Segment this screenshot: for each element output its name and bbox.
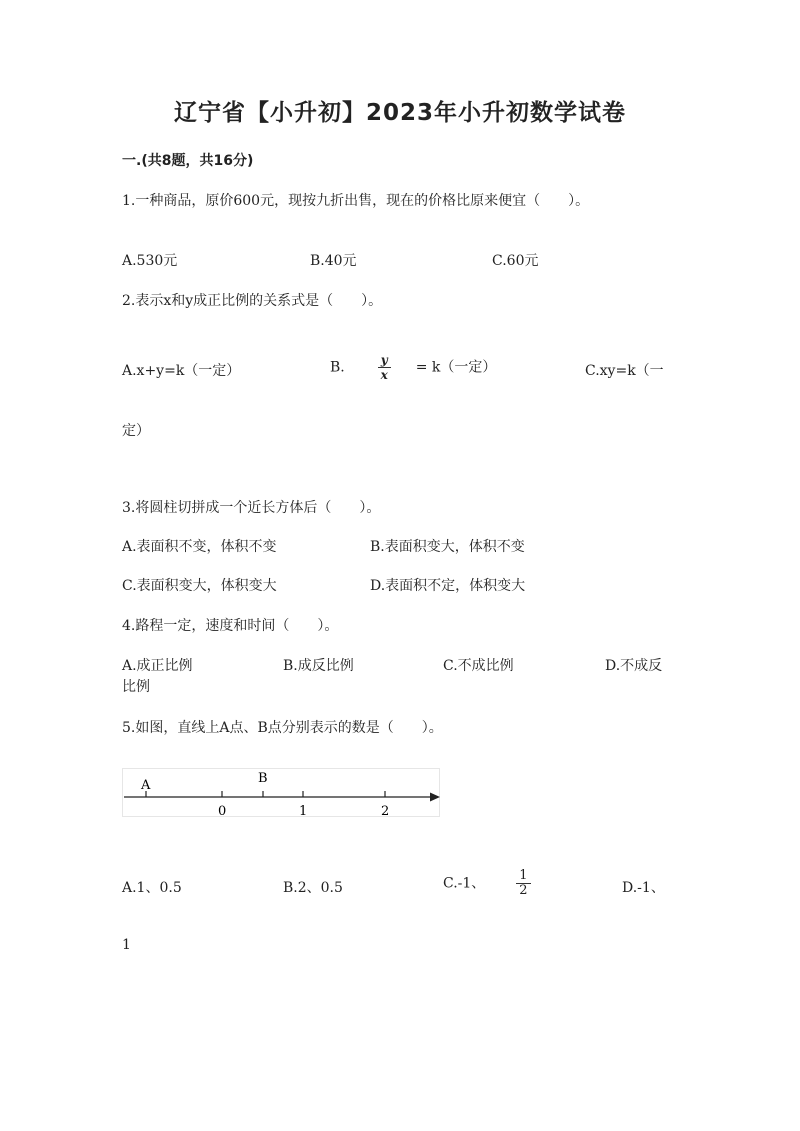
label-point-b: B	[258, 771, 268, 786]
question-2-option-c: C.xy=k（一	[585, 363, 664, 379]
fraction-y-over-x	[378, 353, 391, 382]
question-4-option-d: D.不成反	[605, 658, 663, 674]
option-b-suffix: = k（一定）	[415, 359, 497, 376]
question-3-option-b: B.表面积变大，体积不变	[370, 539, 525, 555]
question-2-option-c-continued: 定）	[122, 423, 150, 439]
fraction-denominator: 2	[519, 883, 528, 898]
question-1-option-b: B.40元	[310, 253, 357, 269]
question-3-option-c: C.表面积变大，体积变大	[122, 578, 277, 594]
question-4-option-a: A.成正比例	[122, 658, 193, 674]
fraction-denominator: x	[380, 368, 388, 382]
page-title: 辽宁省【小升初】2023年小升初数学试卷	[173, 100, 626, 126]
question-3-stem: 3.将圆柱切拼成一个近长方体后（ ）。	[122, 500, 381, 516]
label-point-a: A	[141, 778, 151, 793]
question-1-stem: 1.一种商品，原价600元，现按九折出售，现在的价格比原来便宜（ ）。	[122, 193, 590, 209]
number-line-arrow	[430, 793, 440, 802]
question-4-stem: 4.路程一定，速度和时间（ ）。	[122, 618, 339, 634]
question-4-option-c: C.不成比例	[443, 658, 514, 674]
fraction-numerator: y	[378, 353, 391, 368]
tick-label-0: 0	[218, 804, 227, 819]
question-5-stem: 5.如图，直线上A点、B点分别表示的数是（ ）。	[122, 720, 443, 736]
question-4-option-d-continued: 比例	[122, 679, 150, 695]
tick-label-1: 1	[299, 804, 308, 819]
question-3-option-a: A.表面积不变，体积不变	[122, 539, 277, 555]
question-2-option-b	[330, 353, 496, 382]
question-1-option-a: A.530元	[122, 253, 178, 269]
section-heading: 一.(共8题，共16分)	[122, 153, 254, 169]
question-5-option-a: A.1、0.5	[122, 880, 182, 896]
option-c-label: C.-1、	[443, 875, 486, 892]
fraction-one-half	[516, 869, 530, 898]
number-line-figure	[122, 768, 444, 824]
question-1-option-c: C.60元	[492, 253, 539, 269]
question-2-stem: 2.表示x和y成正比例的关系式是（ ）。	[122, 293, 383, 309]
option-b-label: B.	[330, 359, 345, 376]
question-4-option-b: B.成反比例	[283, 658, 354, 674]
tick-label-2: 2	[381, 804, 390, 819]
question-5-option-b: B.2、0.5	[283, 880, 343, 896]
question-5-option-c	[443, 869, 531, 898]
question-3-option-d: D.表面积不定，体积变大	[370, 578, 526, 594]
question-5-option-d: D.-1、	[622, 880, 665, 896]
question-2-option-a: A.x+y=k（一定）	[122, 363, 241, 379]
fraction-numerator: 1	[516, 869, 530, 884]
number-line-svg	[122, 768, 444, 820]
question-5-option-d-continued: 1	[122, 937, 131, 953]
